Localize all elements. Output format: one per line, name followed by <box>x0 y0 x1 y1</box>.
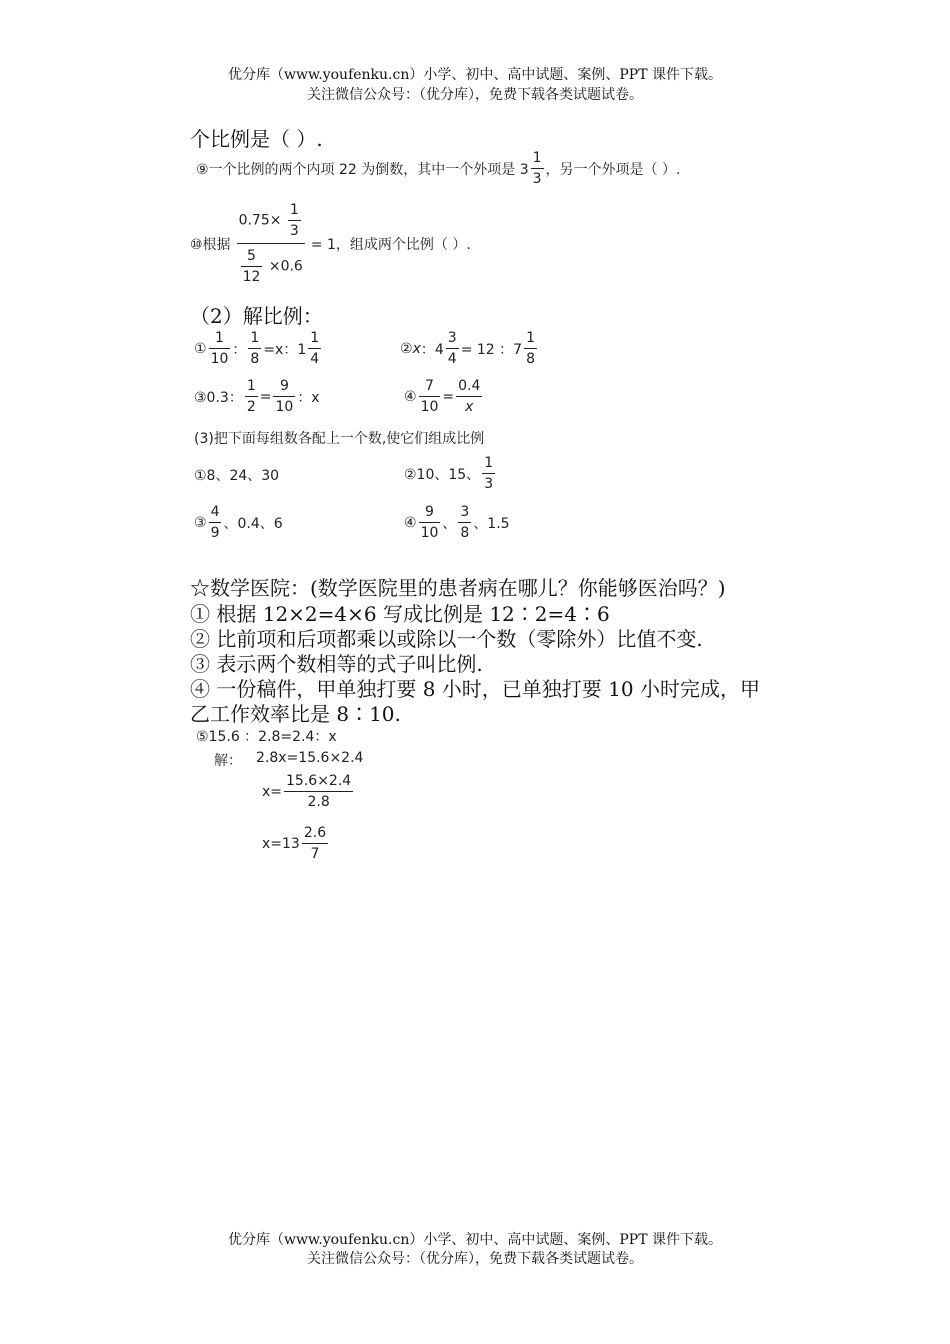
group-2 <box>404 453 497 494</box>
q10-den-frac-n: 5 <box>247 248 256 264</box>
p4-b-d: x <box>456 396 482 417</box>
g4-tail: 、1.5 <box>473 515 510 532</box>
solution-label: 解： <box>214 753 242 769</box>
p1-c-n: 1 <box>310 330 320 346</box>
g3-frac-n: 4 <box>210 504 220 520</box>
g4-b-n: 3 <box>460 504 470 520</box>
q10-label: ⑩根据 <box>190 236 231 253</box>
hospital-item-3: ③ 表示两个数相等的式子叫比例. <box>190 652 483 676</box>
p1-a-d: 10 <box>209 348 231 369</box>
p3-b-n: 9 <box>279 378 289 394</box>
p2-a-d: 4 <box>446 348 459 369</box>
hospital-item-1: ① 根据 12×2=4×6 写成比例是 12∶2=4∶6 <box>190 602 610 626</box>
q10-numerator <box>237 200 305 243</box>
solution-line-3 <box>262 823 330 864</box>
q10-num-frac <box>288 200 301 241</box>
q10-num-frac-n: 1 <box>289 202 299 218</box>
p1-colon: ： <box>232 341 247 358</box>
q10-den-frac <box>241 246 263 287</box>
p1-b-n: 1 <box>250 330 260 346</box>
group-4 <box>404 502 510 543</box>
proportion-4 <box>404 376 484 417</box>
sol2-n: 15.6×2.4 <box>286 773 352 789</box>
p4-eq: = <box>442 388 455 405</box>
proportion-2 <box>400 328 539 369</box>
p2-colon: ：4 <box>420 341 444 358</box>
p2-b-d: 8 <box>524 348 537 369</box>
sol2-d: 2.8 <box>284 791 353 812</box>
footer-line-2: 关注微信公众号：（优分库），免费下载各类试题试卷。 <box>307 1251 643 1267</box>
g4-sep: 、 <box>442 515 457 532</box>
p1-c-d: 4 <box>308 348 321 369</box>
p1-b-d: 8 <box>248 348 261 369</box>
hospital-item-2: ② 比前项和后项都乘以或除以一个数（零除外）比值不变. <box>190 627 703 651</box>
p2-x: x <box>412 340 421 357</box>
q9-after: ，另一个外项是（ ）. <box>545 161 681 178</box>
q9-frac-d: 3 <box>531 168 544 189</box>
p2-eq: = 12 ：7 <box>460 341 523 358</box>
q9-before: ⑨一个比例的两个内项 22 为倒数，其中一个外项是 3 <box>196 161 529 178</box>
sol2-x: x= <box>262 783 283 800</box>
hospital-item-4b: 乙工作效率比是 8∶10. <box>190 702 401 726</box>
hospital-item-4a: ④ 一份稿件，甲单独打要 8 小时，已单独打要 10 小时完成，甲 <box>190 677 760 701</box>
g3-frac-d: 9 <box>209 522 222 543</box>
question-10 <box>190 200 471 287</box>
proportion-1 <box>194 328 323 369</box>
sol3-d: 7 <box>302 843 328 864</box>
proportion-3 <box>194 376 320 417</box>
question-9 <box>196 148 680 189</box>
p1-label: ① <box>194 340 207 357</box>
g4-a-d: 10 <box>419 522 441 543</box>
section2-title: （2）解比例： <box>190 304 323 328</box>
p3-b-d: 10 <box>273 396 295 417</box>
q10-num-frac-d: 3 <box>288 220 301 241</box>
p3-eq: = <box>259 388 272 405</box>
sol3-n: 2.6 <box>303 825 327 841</box>
p1-eq: =x：1 <box>263 341 307 358</box>
intro-text: 个比例是（ ）. <box>190 127 323 151</box>
q10-after: = 1，组成两个比例（ ）. <box>310 236 471 253</box>
p1-a-n: 1 <box>215 330 224 346</box>
q10-den-frac-d: 12 <box>241 266 263 287</box>
q9-frac-n: 1 <box>532 150 542 166</box>
p3-label: ③0.3： <box>194 389 243 406</box>
g2-frac-d: 3 <box>482 473 495 494</box>
group-3 <box>194 502 283 543</box>
p3-a-n: 1 <box>246 378 256 394</box>
footer-line-1: 优分库（www.youfenku.cn）小学、初中、高中试题、案例、PPT 课件下载。 <box>227 1232 722 1248</box>
q9-fraction <box>531 148 544 189</box>
solution-line-2 <box>262 771 355 812</box>
q10-denominator <box>237 243 305 287</box>
g2-text: ②10、15、 <box>404 466 481 483</box>
sol3-x: x=13 <box>262 835 300 852</box>
p3-tail: ：x <box>297 389 320 406</box>
g3-tail: 、0.4、6 <box>223 515 283 532</box>
section3-title: (3)把下面每组数各配上一个数,使它们组成比例 <box>194 431 485 447</box>
g4-b-d: 8 <box>458 522 471 543</box>
hospital-item-5: ⑤15.6 ：2.8=2.4：x <box>196 729 337 745</box>
group-1: ①8、24、30 <box>194 468 280 484</box>
p4-b-n: 0.4 <box>458 378 481 394</box>
p4-a-n: 7 <box>425 378 434 394</box>
p4-a-d: 10 <box>419 396 441 417</box>
p4-label: ④ <box>404 388 417 405</box>
q10-num-text: 0.75× <box>238 212 282 229</box>
g4-label: ④ <box>404 514 417 531</box>
header-line-2: 关注微信公众号：（优分库），免费下载各类试题试卷。 <box>307 87 643 103</box>
q10-big-fraction <box>237 200 305 287</box>
hospital-title: ☆数学医院：(数学医院里的患者病在哪儿？你能够医治吗？) <box>190 576 726 600</box>
p2-a-n: 3 <box>447 330 457 346</box>
p3-a-d: 2 <box>245 396 258 417</box>
g4-a-n: 9 <box>425 504 434 520</box>
header-line-1: 优分库（www.youfenku.cn）小学、初中、高中试题、案例、PPT 课件下载。 <box>227 67 722 83</box>
p2-label: ② <box>400 340 413 357</box>
p2-b-n: 1 <box>526 330 535 346</box>
q10-den-text: ×0.6 <box>268 258 303 275</box>
g2-frac-n: 1 <box>484 455 494 471</box>
g3-label: ③ <box>194 514 207 531</box>
solution-line-1: 2.8x=15.6×2.4 <box>256 750 364 766</box>
